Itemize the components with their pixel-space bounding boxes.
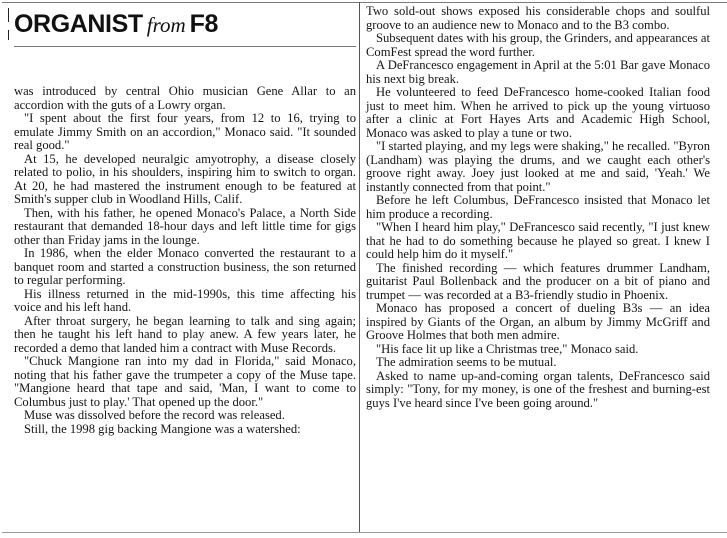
- column-divider: [359, 2, 360, 533]
- article-column-left: [14, 85, 356, 436]
- article-paragraph: The finished recording — which features drummer Landham, guitarist Paul Bollenback and the producer on a bit of piano and trumpet — was recorded at a B3-friendly studio in Phoenix.: [366, 260, 710, 302]
- article-paragraph: Then, with his father, he opened Monaco's Palace, a North Side restaurant that demanded 18-hour days and left little time for gigs other than Friday jams in the lounge.: [14, 205, 356, 247]
- continuation-headline: [14, 12, 218, 37]
- margin-tick: [8, 8, 9, 22]
- headline-keyword: ORGANIST: [14, 10, 143, 38]
- article-paragraph: The admiration seems to be mutual.: [376, 355, 557, 369]
- article-paragraph: After throat surgery, he began learning to talk and sing again; then he taught his left hand to play anew. A few years later, he recorded a demo that landed him a contract with Muse Records.: [14, 313, 356, 355]
- article-paragraph: Subsequent dates with his group, the Grinders, and appearances at ComFest spread the word further.: [366, 31, 710, 59]
- article-paragraph: At 15, he developed neuralgic amyotrophy, a disease closely related to polio, in his shoulders, inspiring him to switch to organ. At 20, he had mastered the instrument enough to be featured at Smith's supper club in Woodland Hills, Calif.: [14, 151, 356, 206]
- margin-tick: [8, 30, 9, 40]
- article-paragraph: Still, the 1998 gig backing Mangione was a watershed:: [24, 421, 301, 436]
- article-paragraph: "When I heard him play," DeFrancesco said recently, "I just knew that he had to do something because he played so great. I knew I could help him do it myself.": [366, 220, 710, 261]
- top-rule: [2, 2, 727, 3]
- article-paragraph: He volunteered to feed DeFrancesco home-cooked Italian food just to meet him. When he arrived to pick up the young virtuoso after a clinic at Fort Hayes Arts and Academic High School, Monaco was asked to play a tune or two.: [366, 85, 710, 140]
- article-paragraph: Muse was dissolved before the record was released.: [24, 408, 285, 422]
- headline-connector: from: [146, 13, 186, 37]
- article-paragraph: Asked to name up-and-coming organ talents, DeFrancesco said simply: "Tony, for my money, is one of the freshest and burning-est guys I've heard since I've been going around.": [366, 368, 710, 410]
- article-paragraph: In 1986, when the elder Monaco converted the restaurant to a banquet room and started a construction business, the son returned to regular performing.: [14, 246, 356, 287]
- article-paragraph: Two sold-out shows exposed his considerable chops and soulful groove to an audience new to Monaco and to the B3 combo.: [366, 4, 710, 32]
- headline-page-ref: F8: [189, 10, 219, 38]
- article-paragraph: "Chuck Mangione ran into my dad in Florida," said Monaco, noting that his father gave the trumpeter a copy of the Muse tape. "Mangione heard that tape and said, 'Man, I want to come to Columbus just to play.' That opened up the door.": [14, 354, 356, 409]
- article-column-right: [366, 5, 710, 410]
- bottom-rule: [2, 532, 727, 533]
- article-paragraph: "I started playing, and my legs were shaking," he recalled. "Byron (Landham) was playing the drums, and we caught each other's groove right away. Joey just looked at me and said, 'Yeah.' We instantly connected from that point.": [366, 139, 710, 194]
- headline-rule: [14, 46, 356, 47]
- article-paragraph: A DeFrancesco engagement in April at the 5:01 Bar gave Monaco his next big break.: [366, 58, 710, 86]
- article-paragraph: "I spent about the first four years, from 12 to 16, trying to emulate Jimmy Smith on an accordion," Monaco said. "It sounded real good.": [14, 111, 356, 152]
- article-paragraph: His illness returned in the mid-1990s, this time affecting his voice and his left hand.: [14, 286, 356, 314]
- article-paragraph: Before he left Columbus, DeFrancesco insisted that Monaco let him produce a recording.: [366, 193, 710, 221]
- article-paragraph: was introduced by central Ohio musician Gene Allar to an accordion with the guts of a Lowry organ.: [14, 84, 356, 112]
- article-paragraph: "His face lit up like a Christmas tree," Monaco said.: [376, 341, 639, 356]
- article-paragraph: Monaco has proposed a concert of dueling B3s — an idea inspired by Giants of the Organ, an album by Jimmy McGriff and Groove Holmes that both men admire.: [366, 301, 710, 342]
